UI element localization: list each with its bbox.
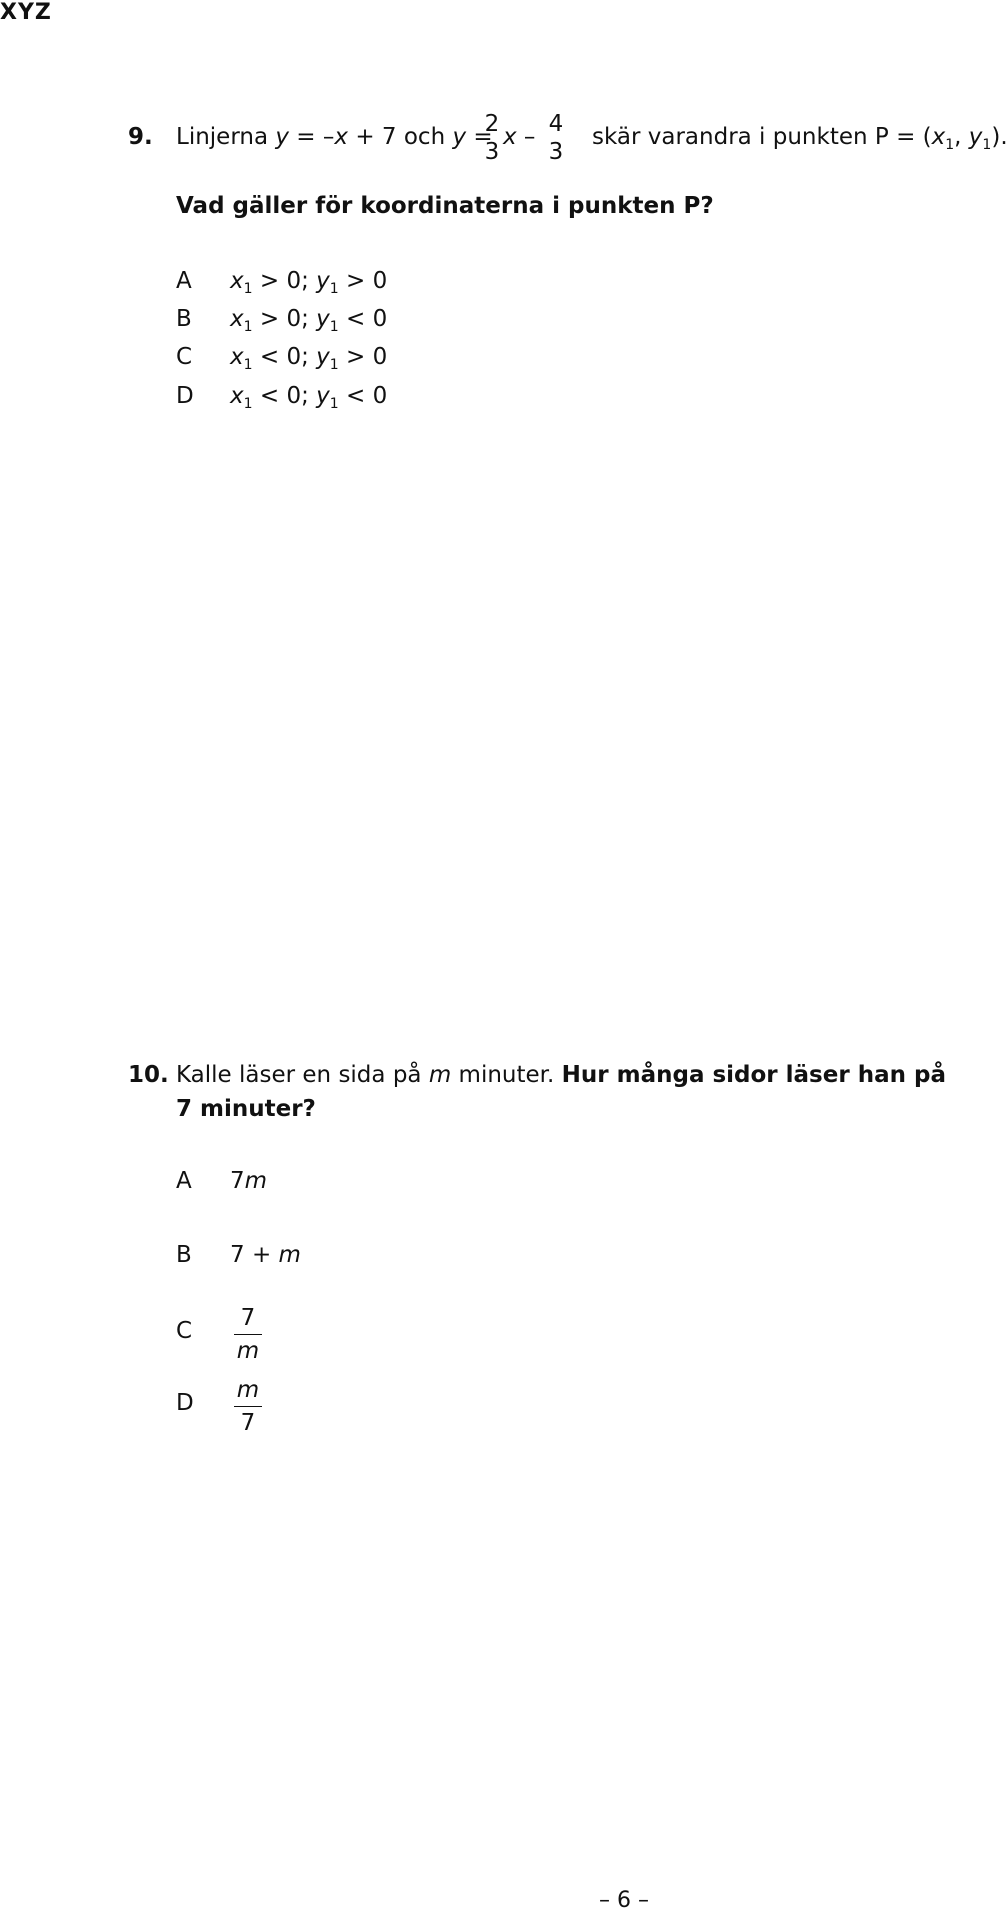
question-9-number: 9. xyxy=(128,124,153,150)
option-c-text: $x_1 < 0$; $y_1 > 0$ xyxy=(230,344,388,373)
question-9-prompt: Vad gäller för koordinaterna i punkten P? xyxy=(176,193,714,219)
option-c-letter: C xyxy=(176,1318,193,1344)
question-9-text-part1: Linjerna y = –x + 7 och y = xyxy=(176,124,493,150)
question-10-prompt-line2: 7 minuter? xyxy=(176,1096,316,1122)
option-b-letter: B xyxy=(176,306,192,332)
fraction-four-thirds: 4 3 xyxy=(548,111,564,165)
question-9-text-part2: x – xyxy=(503,124,536,150)
option-d-fraction: m 7 xyxy=(234,1376,262,1437)
option-a-text: 7m xyxy=(230,1168,268,1194)
option-c-letter: C xyxy=(176,344,193,370)
page-number: – 6 – xyxy=(599,1888,649,1913)
question-9-text-part3: skär varandra i punkten $P = (x_1$, $y_1$). xyxy=(592,124,1008,153)
fraction-bar xyxy=(234,1334,262,1335)
option-b-letter: B xyxy=(176,1242,192,1268)
question-10-text: Kalle läser en sida på m minuter. Hur många sidor läser han på xyxy=(176,1062,946,1088)
fraction-two-thirds: 2 3 xyxy=(484,111,500,165)
option-a-letter: A xyxy=(176,1168,192,1194)
option-a-letter: A xyxy=(176,268,192,294)
question-10-number: 10. xyxy=(128,1062,169,1088)
option-b-text: 7 + m xyxy=(230,1242,301,1268)
option-d-letter: D xyxy=(176,1390,194,1416)
document-header: XYZ xyxy=(0,0,52,25)
question-10-prompt-line1: Hur många sidor läser han på xyxy=(561,1062,946,1088)
option-d-letter: D xyxy=(176,383,194,409)
option-a-text: $x_1 > 0$; $y_1 > 0$ xyxy=(230,268,388,297)
option-d-text: $x_1 < 0$; $y_1 < 0$ xyxy=(230,383,388,412)
fraction-bar xyxy=(234,1406,262,1407)
option-c-fraction: 7 m xyxy=(234,1304,262,1365)
option-b-text: $x_1 > 0$; $y_1 < 0$ xyxy=(230,306,388,335)
